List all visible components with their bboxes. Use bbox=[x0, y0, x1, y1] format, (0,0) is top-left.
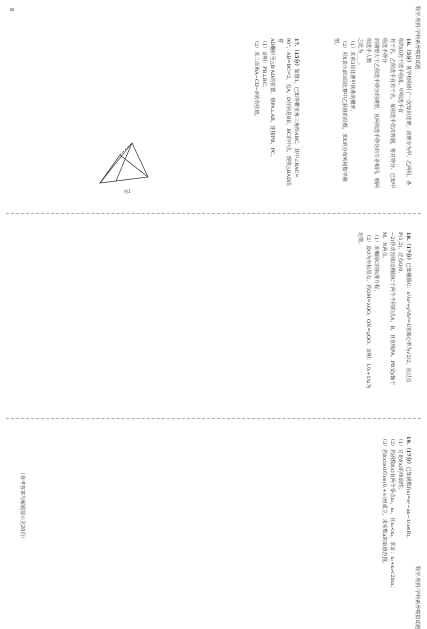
question-19 bbox=[380, 436, 412, 606]
q19-line-0: 已知函数f(x)=eˣ−ax−1(a∈R)。 bbox=[405, 466, 411, 542]
header-bottom: 数学·理科·学科素养模拟试题 bbox=[414, 566, 420, 629]
q17-sub2: （2）求二面角A−CD−P的余弦值。 bbox=[253, 38, 259, 120]
q18-sub1: （1）求椭圆C的标准方程； bbox=[373, 232, 379, 295]
q19-sub2: （2）若函数f(x)有两个零点x₁，x₂，且x₁<x₂，求证：x₁+x₂<2lna； bbox=[389, 436, 395, 591]
q19-sub1: （1）讨论f(x)的单调性； bbox=[397, 436, 403, 493]
figure-edge-4 bbox=[116, 143, 132, 181]
q18-line-0: 已知椭圆C：x²/a²+y²/b²=1的离心率为√2/2，且过点P(1,2)，过点Q(0, bbox=[397, 232, 411, 383]
question-18 bbox=[356, 232, 412, 402]
question-17 bbox=[252, 38, 300, 188]
header-top: 数学·理科·学科素养模拟试题 bbox=[414, 6, 420, 70]
q16-sub2: （2）用X表示前3局比赛中乙获胜的局数，求X的分布列和数学期望。 bbox=[333, 38, 347, 182]
q18-sub2b: 定值。 bbox=[357, 232, 363, 248]
figure-edge-3 bbox=[120, 143, 132, 155]
page-number: 8 bbox=[8, 8, 14, 12]
separator-1 bbox=[6, 213, 421, 214]
q18-head: 18.（17分） bbox=[405, 232, 411, 263]
q16-line-0: 某学校组织了一次知识竞赛，决赛分为甲、乙两组，各组均由若干选手组成。甲组选手有 bbox=[397, 38, 411, 186]
q18-sub2: （2）设O为坐标原点，若QM=λQO，QN=μQO，证明：1/λ+1/μ为 bbox=[365, 232, 371, 389]
figure-triangle bbox=[100, 143, 148, 183]
q18-line-2: M，N两点。 bbox=[381, 232, 387, 262]
figure-edge-2 bbox=[120, 155, 148, 177]
q19-sub3: （3）若f(x)≥0对x∈(0,+∞)恒成立，求实数a的取值范围。 bbox=[381, 436, 387, 567]
q19-head: 19.（17分） bbox=[405, 436, 411, 467]
q17-line-2: AD翻折至△B'AD的位置，使PA⊥AB，连接PB，PC。 bbox=[269, 38, 275, 160]
q16-line-3: 之比为____。 bbox=[357, 38, 363, 69]
q18-line-1: −2)作动直线l交椭圆C于两个不同的点A，B，且直线PA，PB交y轴于 bbox=[389, 232, 395, 386]
q16-sub1: （1）求第3局比赛甲获胜的概率； bbox=[349, 38, 355, 115]
q17-line-1: 90°，AB=BC=2，点A，D分别是BE，BC的中点，现将△BAD沿着 bbox=[277, 38, 291, 186]
q17-sub1: （1）证明：PB⊥BC； bbox=[261, 38, 267, 91]
separator-2 bbox=[6, 418, 421, 419]
q16-head: 16.（5分） bbox=[405, 38, 411, 66]
q17-figure bbox=[90, 135, 160, 195]
q16-line-1: 若干名，乙组选手有若干名，每组选手依次答题，答对得分。已知甲组选手得分 bbox=[381, 38, 395, 189]
q16-line-2: 的期望大于乙组选手得分的期望，且两组选手得分的方差相同，则两组选手人数 bbox=[365, 38, 379, 189]
footer-note: （参考答案与解题提示见20页） bbox=[19, 470, 25, 542]
q17-head: 17.（15分） bbox=[293, 38, 299, 69]
question-16 bbox=[332, 38, 412, 188]
q17-figure-caption: 图1 bbox=[124, 189, 131, 194]
q17-line-0: 如图1，已知等腰直角三角形ABC，其中∠BAC= bbox=[293, 68, 299, 178]
